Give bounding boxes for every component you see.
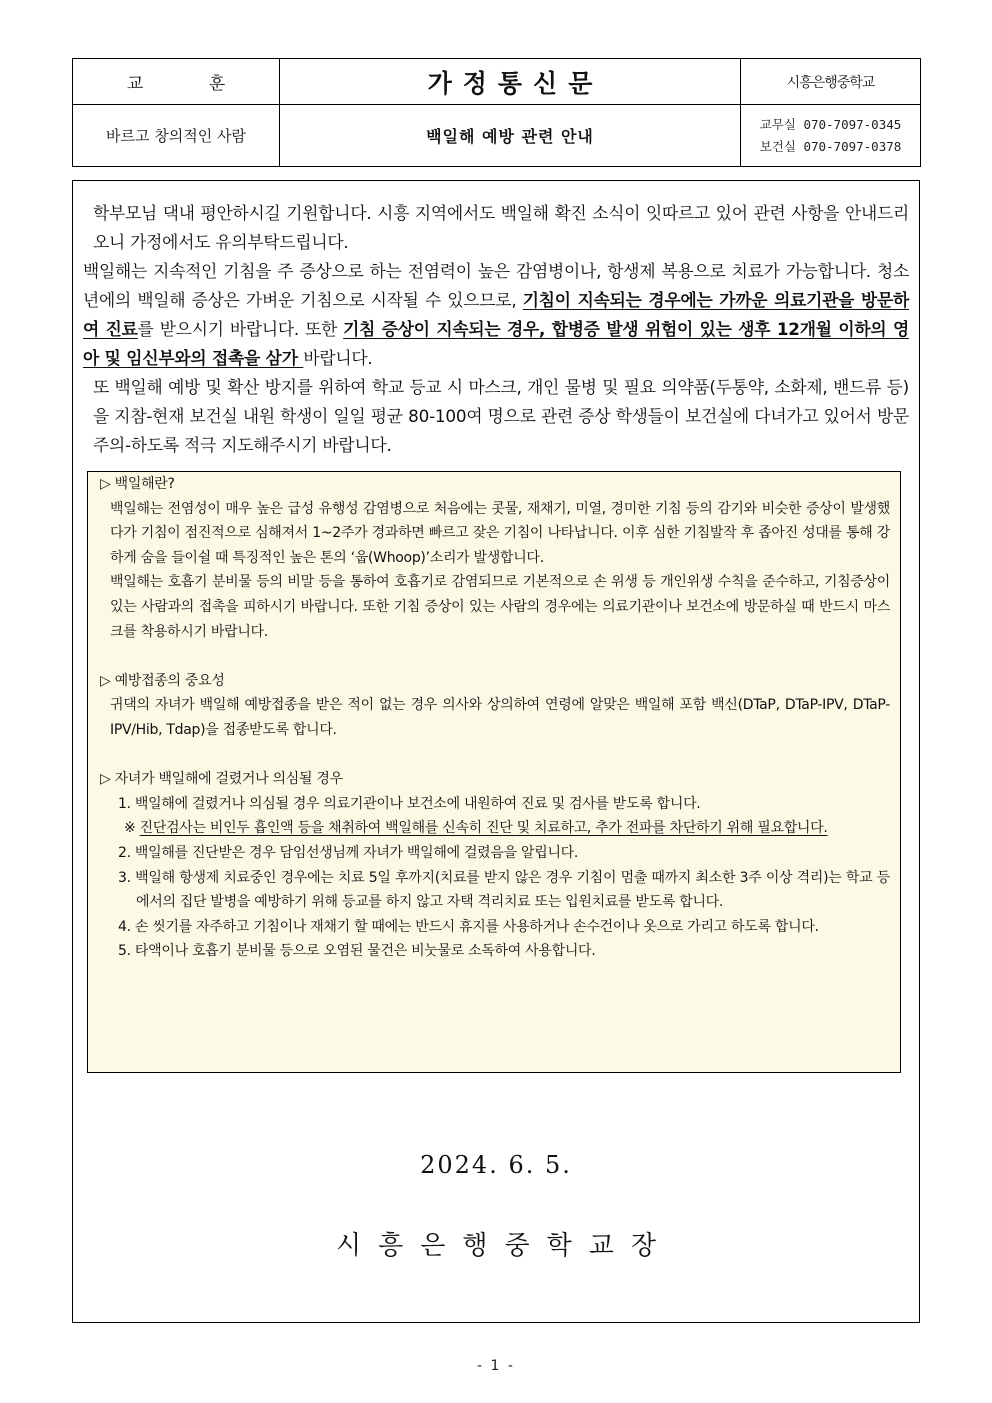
intro-p2-emphasis-b: 기침 증상이 지속되는 경우, 합병증 발생 위험이 있는 생후 12개월 이하의 영아 및 임신부와의 접촉을 삼가 bbox=[83, 319, 909, 368]
motto-label: 교 훈 bbox=[73, 59, 280, 105]
contact-info bbox=[741, 105, 921, 167]
list-item: 5. 타액이나 호흡기 분비물 등으로 오염된 물건은 비눗물로 소독하여 사용합니다. bbox=[118, 943, 596, 960]
contact-health: 보건실 070-7097-0378 bbox=[759, 138, 902, 154]
intro-p2-text-a: 백일해는 지속적인 기침을 주 증상으로 하는 전염력이 높은 감염병이나, 항생제 복용으로 치료가 가능합니다. 청소년에의 백일해 증상은 가벼운 기침으로 시작될 수 있으므로, bbox=[83, 261, 909, 310]
note-text: 진단검사는 비인두 흡인액 등을 채취하여 백일해를 신속히 진단 및 치료하고, 추가 전파를 차단하기 위해 필요합니다. bbox=[139, 820, 828, 837]
section-what-is-paragraph-1: 백일해는 전염성이 매우 높은 급성 유행성 감염병으로 처음에는 콧물, 재채기, 미열, 경미한 기침 등의 감기와 비슷한 증상이 발생했다가 기침이 점진적으로 심해져서 1~2주가 경과하면 빠르고 잦은 기침이 나타납니다. 이후 심한 기침발작 후 좁아진 성대를 통해 강하게 숨을 들이쉴 때 특징적인 높은 톤의 ‘웁(Whoop)’소리가 발생합니다. bbox=[110, 500, 890, 566]
header-table bbox=[72, 58, 921, 167]
info-box bbox=[87, 471, 901, 1073]
list-item: 3. 백일해 항생제 치료중인 경우에는 치료 5일 후까지(치료를 받지 않은 경우 기침이 멈출 때까지 최소한 3주 이상 격리)는 학교 등에서의 집단 발병을 예방하기 위해 등교를 하지 않고 자택 격리치료 또는 입원치료를 받도록 합니다. bbox=[118, 869, 890, 911]
contact-office: 교무실 070-7097-0345 bbox=[759, 116, 902, 132]
intro-text bbox=[83, 199, 909, 460]
school-motto: 바르고 창의적인 사람 bbox=[73, 105, 280, 167]
section-vaccination-paragraph: 귀댁의 자녀가 백일해 예방접종을 받은 적이 없는 경우 의사와 상의하여 연령에 알맞은 백일해 포함 백신(DTaP, DTaP-IPV, DTaP-IPV/Hib, Tdap)을 접종받도록 합니다. bbox=[110, 697, 890, 738]
list-item: 1. 백일해에 걸렸거나 의심될 경우 의료기관이나 보건소에 내원하여 진료 및 검사를 받도록 합니다. bbox=[118, 795, 701, 812]
list-item: 2. 백일해를 진단받은 경우 담임선생님께 자녀가 백일해에 걸렸음을 알립니다. bbox=[118, 844, 579, 861]
main-content bbox=[72, 180, 920, 1323]
intro-p2-emphasis-a: 기침이 지속되는 경우에는 가까운 의료기관을 방문하여 진료 bbox=[83, 290, 909, 339]
page-title: 가정통신문 bbox=[280, 59, 741, 105]
note-item bbox=[98, 816, 890, 841]
intro-p2-text-c: 바랍니다. bbox=[303, 348, 373, 368]
school-name: 시흥은행중학교 bbox=[741, 59, 921, 105]
section-title-what-is: ▷ 백일해란? bbox=[100, 476, 175, 492]
section-what-is-paragraph-2: 백일해는 호흡기 분비물 등의 비말 등을 통하여 호흡기로 감염되므로 기본적으로 손 위생 등 개인위생 수칙을 준수하고, 기침증상이 있는 사람과의 접촉을 피하시기 바랍니다. 또한 기침 증상이 있는 사람의 경우에는 의료기관이나 보건소에 방문하실 때 반드시 마스크를 착용하시기 바랍니다. bbox=[110, 574, 890, 640]
intro-paragraph-2 bbox=[83, 257, 909, 373]
list-item: 4. 손 씻기를 자주하고 기침이나 재채기 할 때에는 반드시 휴지를 사용하거나 손수건이나 옷으로 가리고 하도록 합니다. bbox=[118, 918, 819, 935]
section-title-vaccination: ▷ 예방접종의 중요성 bbox=[100, 672, 225, 689]
principal-signature: 시흥은행중학교장 bbox=[336, 1231, 673, 1261]
notice-subject: 백일해 예방 관련 안내 bbox=[280, 105, 741, 167]
section-title-if-infected: ▷ 자녀가 백일해에 걸렸거나 의심될 경우 bbox=[100, 771, 343, 788]
intro-p2-text-b: 를 받으시기 바랍니다. 또한 bbox=[137, 319, 344, 339]
page-number: - 1 - bbox=[477, 1358, 515, 1374]
notice-date: 2024. 6. 5. bbox=[420, 1151, 572, 1179]
note-mark: ※ bbox=[124, 820, 140, 837]
intro-paragraph-1: 학부모님 댁내 평안하시길 기원합니다. 시흥 지역에서도 백일해 확진 소식이 잇따르고 있어 관련 사항을 안내드리오니 가정에서도 유의부탁드립니다. bbox=[93, 203, 909, 252]
intro-paragraph-3: 또 백일해 예방 및 확산 방지를 위하여 학교 등교 시 마스크, 개인 물병 및 필요 의약품(두통약, 소화제, 밴드류 등)을 지참-현재 보건실 내원 학생이 일일 평균 80-100여 명으로 관련 증상 학생들이 보건실에 다녀가고 있어서 방문 주의-하도록 적극 지도해주시기 바랍니다. bbox=[93, 377, 909, 455]
